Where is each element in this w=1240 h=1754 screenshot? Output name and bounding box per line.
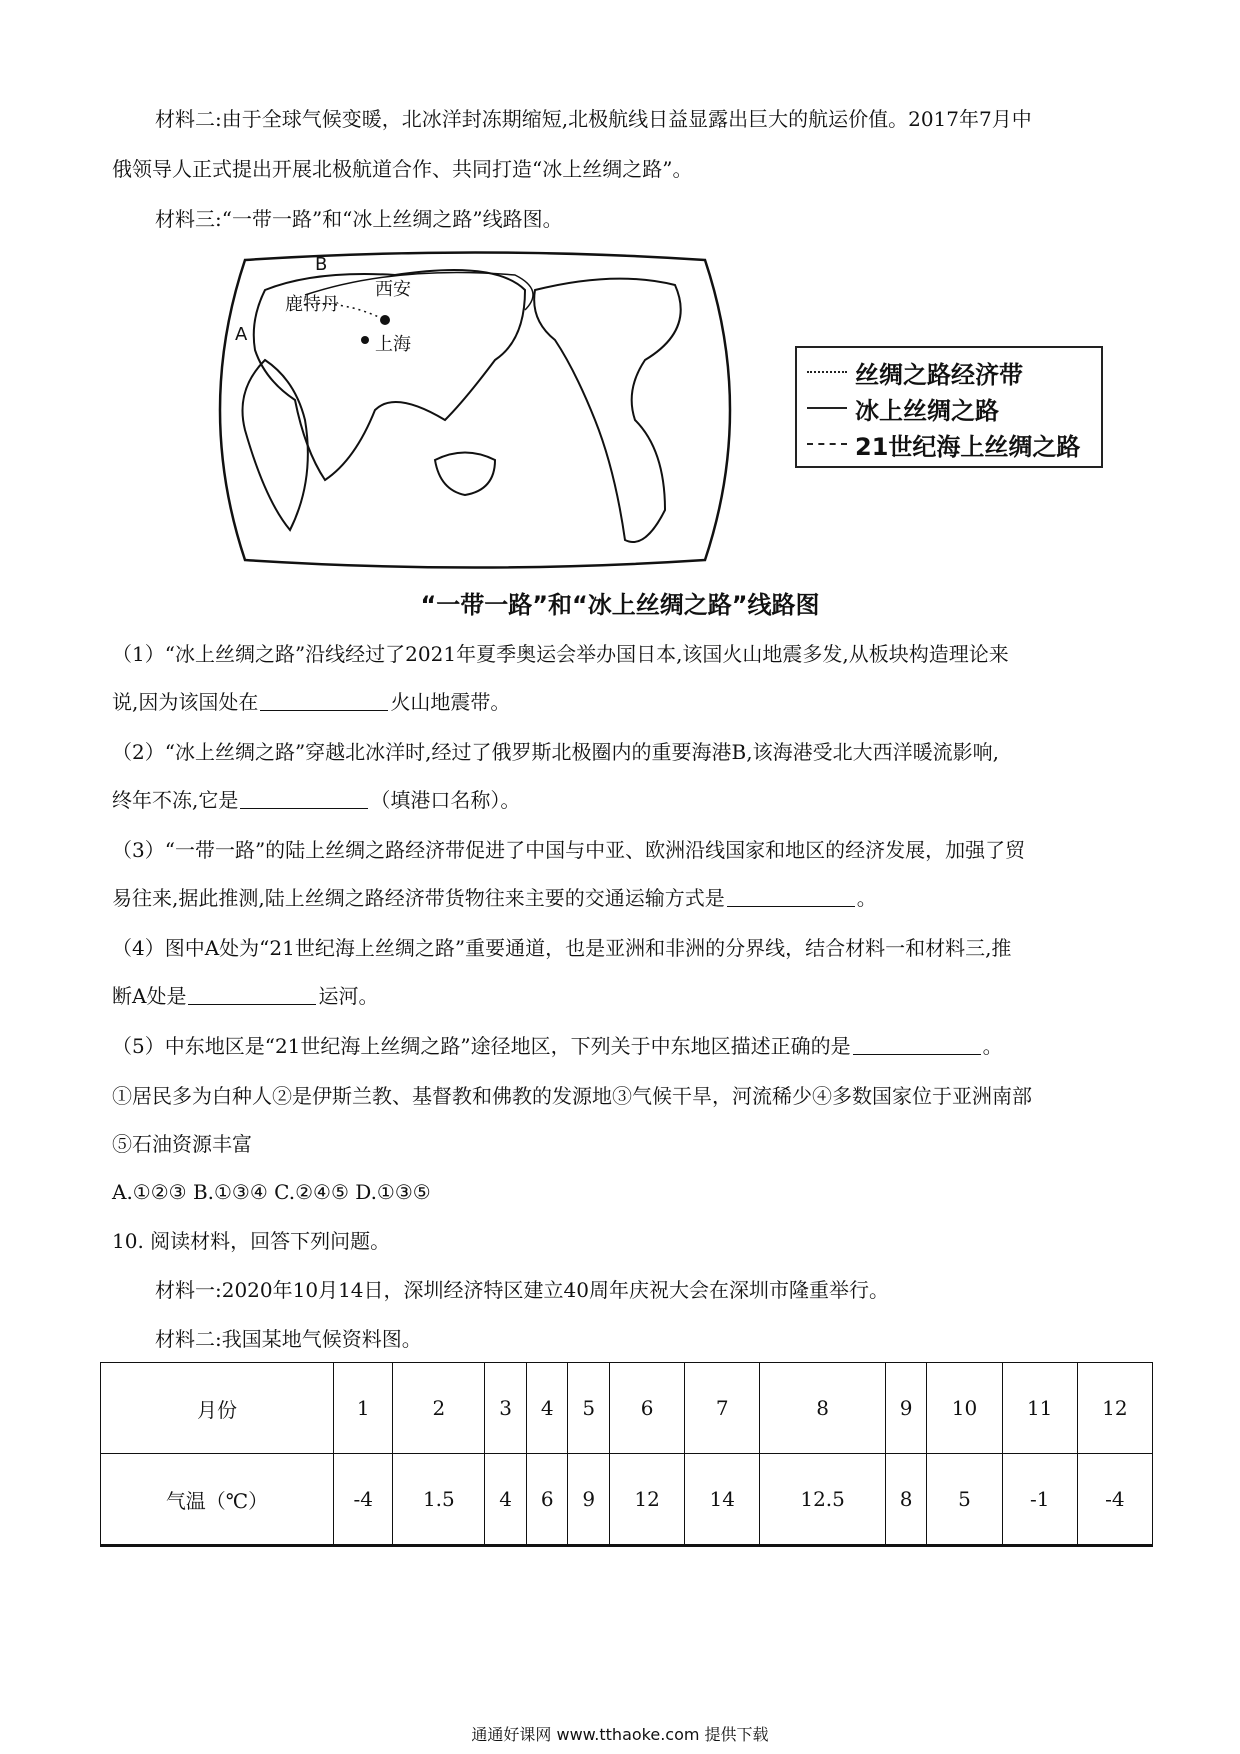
table-cell: 4 — [485, 1454, 527, 1546]
question-4-pre: 断A处是 — [112, 984, 187, 1008]
world-map — [195, 250, 755, 570]
table-cell: 11 — [1002, 1363, 1077, 1454]
table-cell: 7 — [685, 1363, 760, 1454]
legend-item — [807, 426, 1091, 462]
table-row-months — [101, 1363, 1153, 1454]
map-legend — [795, 346, 1103, 468]
rotterdam-label: 鹿特丹 — [285, 294, 339, 315]
legend-dashed-line — [807, 443, 847, 445]
table-cell: 9 — [885, 1363, 927, 1454]
legend-label: 21世纪海上丝绸之路 — [855, 432, 1081, 461]
table-cell: -4 — [334, 1454, 393, 1546]
question-10-material-2: 材料二:我国某地气候资料图。 — [155, 1327, 422, 1351]
question-1-post: 火山地震带。 — [390, 690, 511, 714]
question-4-text: （4）图中A处为“21世纪海上丝绸之路”重要通道，也是亚洲和非洲的分界线，结合材料一和材料三,推 — [112, 936, 1012, 960]
table-cell: 5 — [568, 1363, 610, 1454]
material-2-text: 材料二:由于全球气候变暖，北冰洋封冻期缩短,北极航线日益显露出巨大的航运价值。2017年7月中 — [155, 107, 1032, 131]
question-3-line2 — [112, 884, 877, 912]
table-cell: 6 — [526, 1454, 568, 1546]
material-3-text: 材料三:“一带一路”和“冰上丝绸之路”线路图。 — [155, 207, 563, 231]
table-row-temps — [101, 1454, 1153, 1546]
material-2-text-cont: 俄领导人正式提出开展北极航道合作、共同打造“冰上丝绸之路”。 — [112, 157, 693, 181]
answer-blank[interactable] — [853, 1034, 981, 1055]
question-5-pre: （5）中东地区是“21世纪海上丝绸之路”途径地区，下列关于中东地区描述正确的是 — [112, 1034, 851, 1058]
question-4-line2 — [112, 982, 378, 1010]
legend-label: 冰上丝绸之路 — [855, 396, 999, 425]
table-cell: 8 — [760, 1363, 886, 1454]
table-header-cell: 月份 — [101, 1363, 334, 1454]
table-cell: -4 — [1077, 1454, 1152, 1546]
question-5-options: ①居民多为白种人②是伊斯兰教、基督教和佛教的发源地③气候干旱，河流稀少④多数国家位于亚洲南部 — [112, 1084, 1032, 1108]
question-10-material-1: 材料一:2020年10月14日，深圳经济特区建立40周年庆祝大会在深圳市隆重举行。 — [155, 1278, 889, 1302]
table-cell: 10 — [927, 1363, 1002, 1454]
table-header-cell: 气温（℃） — [101, 1454, 334, 1546]
table-cell: 12 — [1077, 1363, 1152, 1454]
shanghai-label: 上海 — [375, 334, 411, 355]
question-2-post: （填港口名称）。 — [370, 788, 521, 812]
table-cell: -1 — [1002, 1454, 1077, 1546]
table-cell: 1.5 — [393, 1454, 485, 1546]
question-10-title: 10. 阅读材料，回答下列问题。 — [112, 1229, 391, 1253]
question-4-post: 运河。 — [318, 984, 379, 1008]
question-1-pre: 说,因为该国处在 — [112, 690, 259, 714]
question-2-line2 — [112, 786, 520, 814]
page-footer: 通通好课网 www.tthaoke.com 提供下载 — [471, 1725, 769, 1744]
point-a-label: A — [235, 324, 248, 345]
table-cell: 12 — [610, 1454, 685, 1546]
question-5-post: 。 — [982, 1034, 1003, 1058]
legend-item — [807, 390, 1091, 426]
question-1-line2 — [112, 688, 510, 716]
question-3-text: （3）“一带一路”的陆上丝绸之路经济带促进了中国与中亚、欧洲沿线国家和地区的经济发展，加强了贸 — [112, 838, 1026, 862]
climate-table — [100, 1362, 1153, 1547]
question-5-text — [112, 1032, 1003, 1060]
legend-label: 丝绸之路经济带 — [855, 360, 1023, 389]
legend-solid-line — [807, 407, 847, 409]
xian-label: 西安 — [375, 279, 411, 300]
table-cell: 2 — [393, 1363, 485, 1454]
table-cell: 5 — [927, 1454, 1002, 1546]
question-5-choices: A.①②③ B.①③④ C.②④⑤ D.①③⑤ — [112, 1180, 431, 1204]
answer-blank[interactable] — [727, 886, 855, 907]
question-2-text: （2）“冰上丝绸之路”穿越北冰洋时,经过了俄罗斯北极圈内的重要海港B,该海港受北大西洋暖流影响, — [112, 740, 999, 764]
table-cell: 3 — [485, 1363, 527, 1454]
table-cell: 14 — [685, 1454, 760, 1546]
question-1-text: （1）“冰上丝绸之路”沿线经过了2021年夏季奥运会举办国日本,该国火山地震多发,从板块构造理论来 — [112, 642, 1009, 666]
table-cell: 9 — [568, 1454, 610, 1546]
legend-item — [807, 354, 1091, 390]
point-b-label: B — [315, 254, 328, 275]
question-2-pre: 终年不冻,它是 — [112, 788, 239, 812]
question-3-post: 。 — [856, 886, 877, 910]
map-caption: “一带一路”和“冰上丝绸之路”线路图 — [420, 591, 820, 619]
table-cell: 12.5 — [760, 1454, 886, 1546]
answer-blank[interactable] — [240, 788, 368, 809]
answer-blank[interactable] — [188, 984, 316, 1005]
table-cell: 4 — [526, 1363, 568, 1454]
table-cell: 8 — [885, 1454, 927, 1546]
legend-dotted-line — [807, 371, 847, 373]
answer-blank[interactable] — [260, 690, 388, 711]
table-cell: 6 — [610, 1363, 685, 1454]
table-cell: 1 — [334, 1363, 393, 1454]
question-3-pre: 易往来,据此推测,陆上丝绸之路经济带货物往来主要的交通运输方式是 — [112, 886, 725, 910]
question-5-options-cont: ⑤石油资源丰富 — [112, 1132, 252, 1156]
